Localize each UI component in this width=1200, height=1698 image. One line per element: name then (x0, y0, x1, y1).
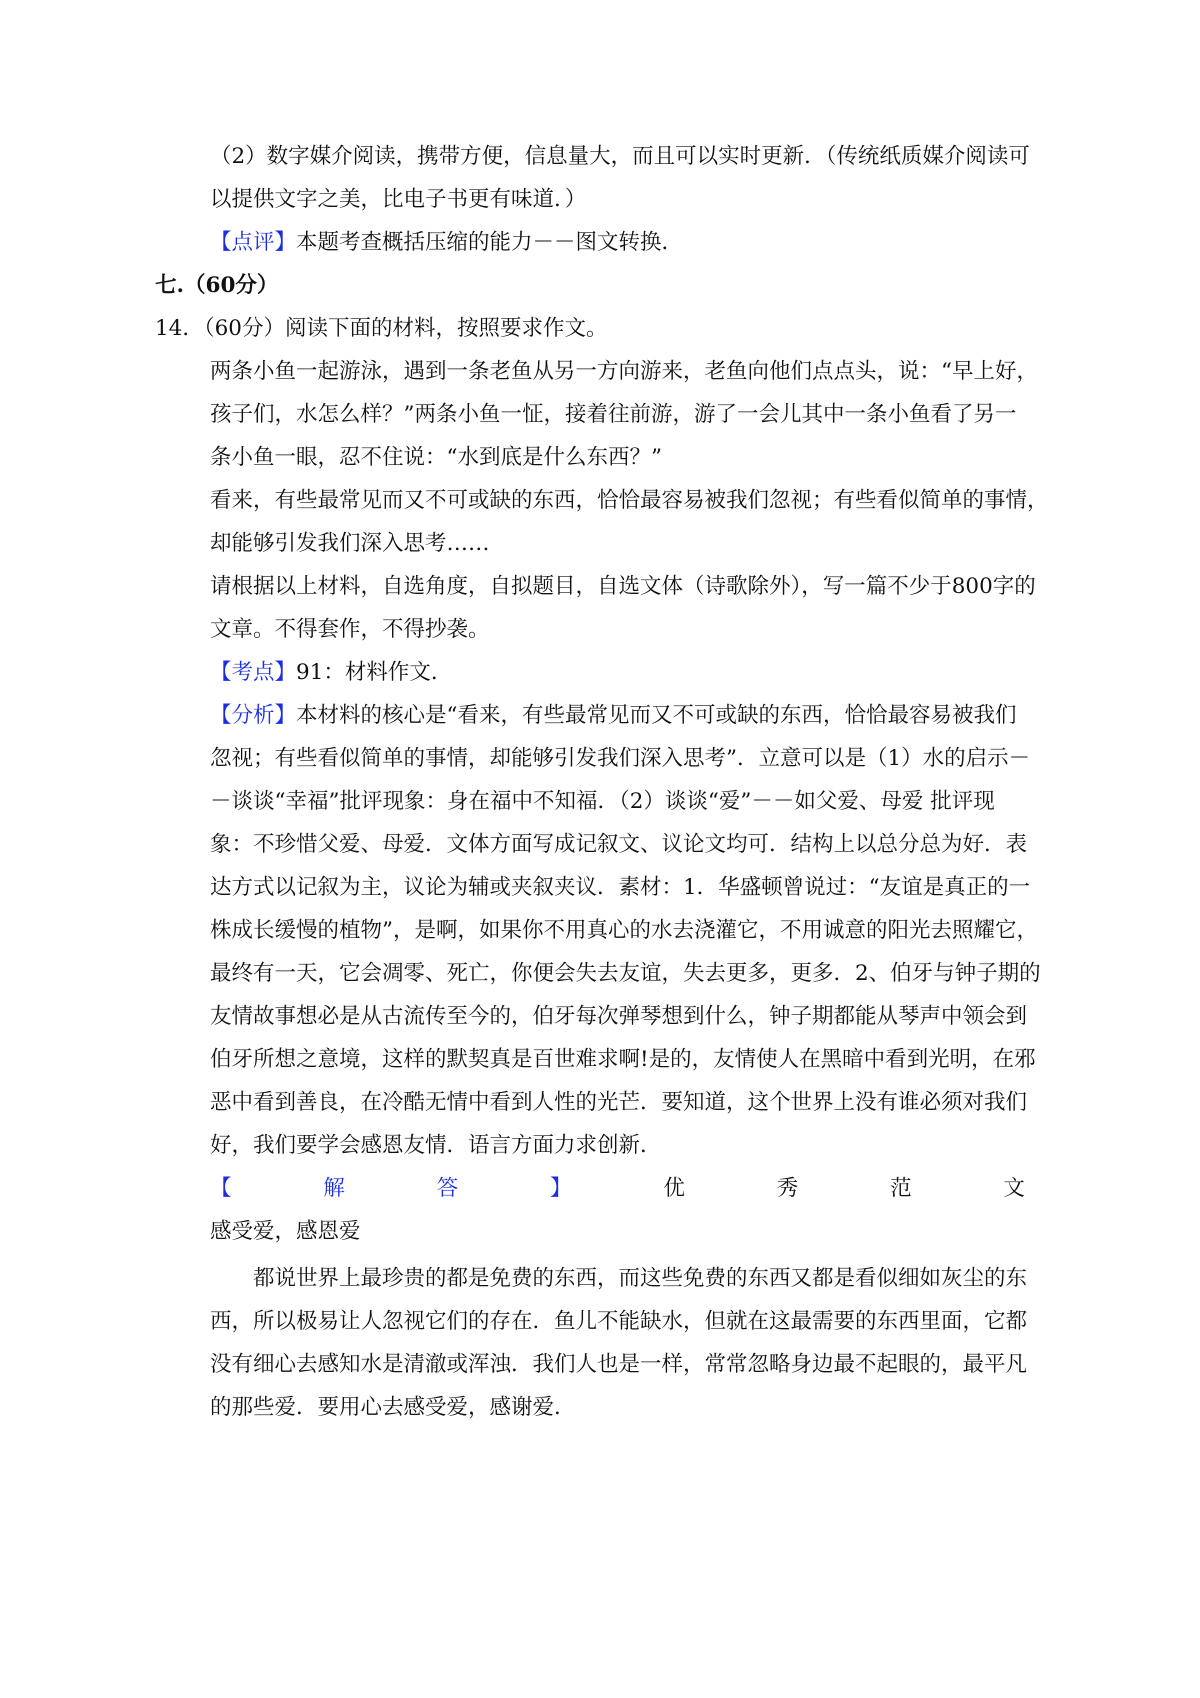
material-line-4: 看来，有些最常见而又不可或缺的东西，恰恰最容易被我们忽视；有些看似简单的事情， (210, 488, 1049, 513)
analysis-line-6: 株成长缓慢的植物”，是啊，如果你不用真心的水去浇灌它，不用诚意的阳光去照耀它， (210, 918, 1038, 943)
answer-tag-close: 】 (550, 1176, 572, 1201)
essay-line-1: 都说世界上最珍贵的都是免费的东西，而这些免费的东西又都是看似细如灰尘的东 (253, 1266, 1028, 1291)
essay-title: 感受爱，感恩爱 (210, 1219, 361, 1244)
answer-tail-char-3: 范 (890, 1176, 912, 1201)
analysis-line-2: 忽视；有些看似简单的事情，却能够引发我们深入思考”．立意可以是（1）水的启示－ (210, 746, 1031, 771)
analysis-line-11: 好，我们要学会感恩友情．语言方面力求创新． (210, 1133, 662, 1158)
essay-line-3: 没有细心去感知水是清澈或浑浊．我们人也是一样，常常忽略身边最不起眼的，最平凡 (210, 1352, 1028, 1377)
comment-line (210, 228, 1025, 258)
essay-line-2: 西，所以极易让人忽视它们的存在．鱼儿不能缺水，但就在这最需要的东西里面，它都 (210, 1309, 1028, 1334)
comment-text: 本题考查概括压缩的能力－－图文转换． (296, 230, 684, 255)
answer-tag-char-2: 答 (436, 1176, 459, 1201)
analysis-line-9: 伯牙所想之意境，这样的默契真是百世难求啊!是的，友情使人在黑暗中看到光明，在邪 (210, 1047, 1036, 1072)
material-line-2: 孩子们，水怎么样？”两条小鱼一怔，接着往前游，游了一会儿其中一条小鱼看了另一 (210, 402, 1017, 427)
analysis-line-3: －谈谈“幸福”批评现象：身在福中不知福．（2）谈谈“爱”－－如父爱、母爱 批评现 (210, 789, 995, 814)
requirement-line-2: 文章。不得套作，不得抄袭。 (210, 617, 490, 642)
requirement-line-1: 请根据以上材料，自选角度，自拟题目，自选文体（诗歌除外），写一篇不少于800字的 (210, 574, 1036, 599)
answer-tail-char-2: 秀 (776, 1176, 799, 1201)
material-line-3: 条小鱼一眼，忍不住说：“水到底是什么东西？” (210, 445, 662, 470)
essay-line-4: 的那些爱．要用心去感受爱，感谢爱． (210, 1395, 576, 1420)
comment-tag: 【点评】 (210, 230, 297, 255)
question-title: 14．（60分）阅读下面的材料，按照要求作文。 (155, 316, 608, 341)
analysis-line-5: 达方式以记叙为主，议论为辅或夹叙夹议．素材：1．华盛顿曾说过：“友谊是真正的一 (210, 875, 1031, 900)
analysis-line-10: 恶中看到善良，在冷酷无情中看到人性的光芒．要知道，这个世界上没有谁必须对我们 (210, 1090, 1028, 1115)
answer-tag-open: 【 (210, 1176, 232, 1201)
answer-line-2: 以提供文字之美，比电子书更有味道．） (210, 187, 587, 212)
analysis-text-1: 本材料的核心是“看来，有些最常见而又不可或缺的东西，恰恰最容易被我们 (296, 703, 1017, 728)
answer-line-1: （2）数字媒介阅读，携带方便，信息量大，而且可以实时更新．（传统纸质媒介阅读可 (210, 144, 1030, 169)
analysis-line-4: 象：不珍惜父爱、母爱．文体方面写成记叙文、议论文均可．结构上以总分总为好．表 (210, 832, 1028, 857)
material-line-5: 却能够引发我们深入思考…… (210, 531, 490, 556)
kaodian-line (210, 658, 1025, 688)
answer-tail-char-1: 优 (663, 1176, 685, 1201)
material-line-1: 两条小鱼一起游泳，遇到一条老鱼从另一方向游来，老鱼向他们点点头，说：“早上好， (210, 359, 1038, 384)
kaodian-text: 91：材料作文． (296, 660, 453, 685)
analysis-line-7: 最终有一天，它会凋零、死亡，你便会失去友谊，失去更多，更多．2、伯牙与钟子期的 (210, 961, 1041, 986)
answer-header-line (210, 1174, 1025, 1204)
analysis-tag: 【分析】 (210, 703, 297, 728)
answer-tag-char-1: 解 (323, 1176, 345, 1201)
analysis-line-8: 友情故事想必是从古流传至今的，伯牙每次弹琴想到什么，钟子期都能从琴声中领会到 (210, 1004, 1028, 1029)
analysis-line-1 (210, 701, 1025, 731)
section-heading: 七.（60分） (155, 273, 279, 298)
answer-tail-char-4: 文 (1003, 1176, 1025, 1201)
kaodian-tag: 【考点】 (210, 660, 297, 685)
